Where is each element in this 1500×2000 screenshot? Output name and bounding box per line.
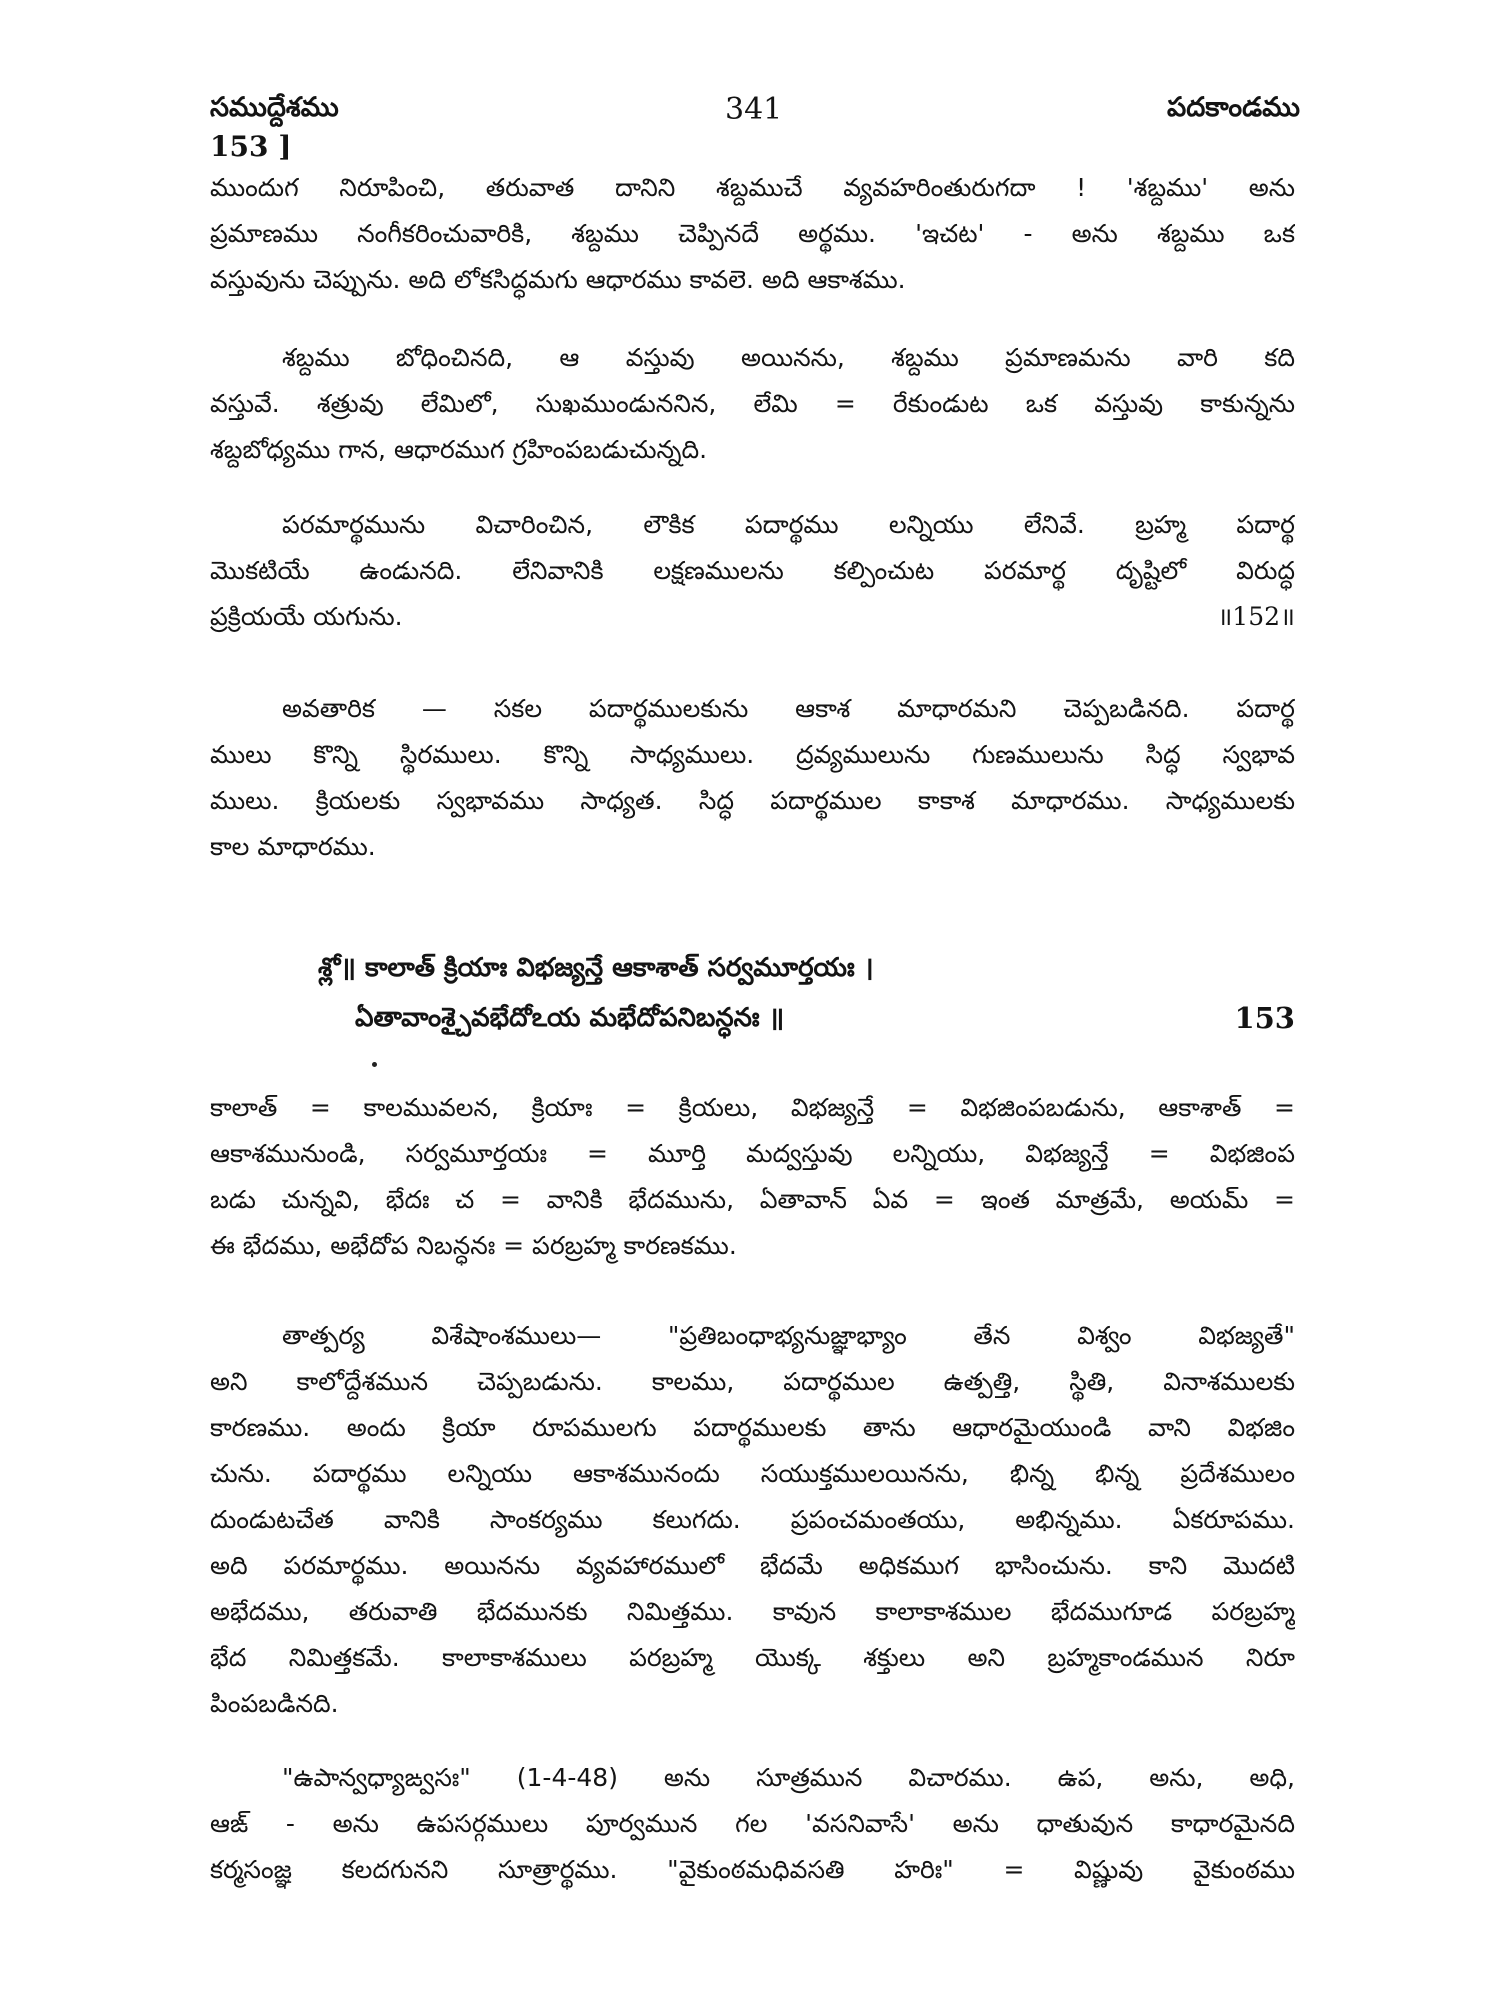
text-line: ఆఙ్ - అను ఉపసర్గములు పూర్వమున గల 'వసనివాసే' అను ధాతువున కాధారమైనది xyxy=(210,1809,1295,1838)
paragraph-2 xyxy=(210,335,1295,473)
verse-number-152: ॥152॥ xyxy=(1217,602,1295,631)
text-line: శబ్దము బోధించినది, ఆ వస్తువు అయినను, శబ్దము ప్రమాణమను వారి కది xyxy=(282,343,1295,372)
text-line: కాల మాధారము. xyxy=(210,832,376,861)
text-line: ములు కొన్ని స్థిరములు. కొన్ని సాధ్యములు. ద్రవ్యములును గుణములును సిద్ధ స్వభావ xyxy=(210,740,1295,769)
page-number: 341 xyxy=(725,92,783,127)
sloka-153 xyxy=(210,943,1295,1043)
text-line: ములు. క్రియలకు స్వభావము సాధ్యత. సిద్ధ పదార్థముల కాకాశ మాధారము. సాధ్యములకు xyxy=(210,786,1295,815)
sloka-line-1: శ్లో॥ కాలాత్ క్రియాః విభజ్యన్తే ఆకాశాత్ సర్వమూర్తయః । xyxy=(318,953,874,983)
text-line: భేద నిమిత్తకమే. కాలాకాశములు పరబ్రహ్మ యొక్క శక్తులు అని బ్రహ్మకాండమున నిరూ xyxy=(210,1643,1295,1672)
text-line: ఆకాశమునుండి, సర్వమూర్తయః = మూర్తి మద్వస్తువు లన్నియు, విభజ్యన్తే = విభజింప xyxy=(210,1139,1295,1168)
verse-range-label: 153 ] xyxy=(210,130,292,163)
sutra-paragraph xyxy=(210,1755,1295,1893)
text-line: అది పరమార్థము. అయినను వ్యవహారములో భేదమే అధికముగ భాసించును. కాని మొదటి xyxy=(210,1551,1295,1580)
text-line: కాలాత్ = కాలమువలన, క్రియాః = క్రియలు, విభజ్యన్తే = విభజింపబడును, ఆకాశాత్ = xyxy=(210,1093,1295,1122)
text-line: శబ్దబోధ్యము గాన, ఆధారముగ గ్రహింపబడుచున్నది. xyxy=(210,435,708,464)
verse-number: 153 xyxy=(1234,1001,1295,1035)
text-line: పింపబడినది. xyxy=(210,1689,339,1718)
text-line: మొకటియే ఉండునది. లేనివానికి లక్షణములను కల్పించుట పరమార్థ దృష్టిలో విరుద్ధ xyxy=(210,556,1295,585)
sloka-line-2: ఏతావాంశ్చైవభేదోఽయ మభేదోపనిబన్ధనః ॥ xyxy=(355,1003,785,1033)
text-line: దుండుటచేత వానికి సాంకర్యము కలుగదు. ప్రపంచమంతయు, అభిన్నము. ఏకరూపము. xyxy=(210,1505,1295,1534)
text-line: బడు చున్నవి, భేదః చ = వానికి భేదమును, ఏతావాన్ ఏవ = ఇంత మాత్రమే, అయమ్ = xyxy=(210,1185,1295,1214)
text-line: కర్మసంజ్ఞ కలదగునని సూత్రార్థము. "వైకుంఠమధివసతి హరిః" = విష్ణువు వైకుంఠము xyxy=(210,1855,1295,1884)
word-gloss xyxy=(210,1085,1295,1269)
text-line: అని కాలోద్దేశమున చెప్పబడును. కాలము, పదార్థముల ఉత్పత్తి, స్థితి, వినాశములకు xyxy=(210,1367,1295,1396)
text-line: వస్తువే. శత్రువు లేమిలో, సుఖముండుననిన, లేమి = రేకుండుట ఒక వస్తువు కాకున్నను xyxy=(210,389,1295,418)
text-line: పరమార్థమును విచారించిన, లౌకిక పదార్థము లన్నియు లేనివే. బ్రహ్మ పదార్థ xyxy=(282,510,1295,539)
text-line: ముందుగ నిరూపించి, తరువాత దానిని శబ్దముచే వ్యవహరింతురుగదా ! 'శబ్దము' అను xyxy=(210,173,1295,202)
text-line: కారణము. అందు క్రియా రూపములగు పదార్థములకు తాను ఆధారమైయుండి వాని విభజిం xyxy=(210,1413,1295,1442)
avatarika-paragraph xyxy=(210,686,1295,870)
text-line-content: ప్రక్రియయే యగును. xyxy=(210,602,403,631)
text-line xyxy=(210,594,1295,640)
running-header-right: పదకాండము xyxy=(1167,92,1300,123)
ink-dot xyxy=(372,1062,377,1067)
text-line: ఈ భేదము, అభేదోప నిబన్ధనః = పరబ్రహ్మ కారణకము. xyxy=(210,1231,737,1260)
text-line: అభేదము, తరువాతి భేదమునకు నిమిత్తము. కావున కాలాకాశముల భేదముగూడ పరబ్రహ్మ xyxy=(210,1597,1295,1626)
text-line: తాత్పర్య విశేషాంశములు— "ప్రతిబంధాభ్యనుజ్ఞాభ్యాం తేన విశ్వం విభజ్యతే" xyxy=(282,1321,1295,1350)
text-line: చును. పదార్థము లన్నియు ఆకాశమునందు సయుక్తములయినను, భిన్న భిన్న ప్రదేశములం xyxy=(210,1459,1295,1488)
text-line: ప్రమాణము నంగీకరించువారికి, శబ్దము చెప్పినదే అర్థము. 'ఇచట' - అను శబ్దము ఒక xyxy=(210,219,1295,248)
paragraph-3 xyxy=(210,502,1295,640)
text-line: అవతారిక — సకల పదార్థములకును ఆకాశ మాధారమని చెప్పబడినది. పదార్థ xyxy=(282,694,1295,723)
text-line: "ఉపాన్వధ్యాఙ్వసః" (1-4-48) అను సూత్రమున విచారము. ఉప, అను, అధి, xyxy=(282,1763,1295,1792)
paragraph-1 xyxy=(210,165,1295,303)
text-line: వస్తువును చెప్పును. అది లోకసిద్ధమగు ఆధారము కావలె. అది ఆకాశము. xyxy=(210,265,906,294)
tatparya-paragraph xyxy=(210,1313,1295,1727)
running-header-left: సముద్దేశము xyxy=(210,92,339,123)
